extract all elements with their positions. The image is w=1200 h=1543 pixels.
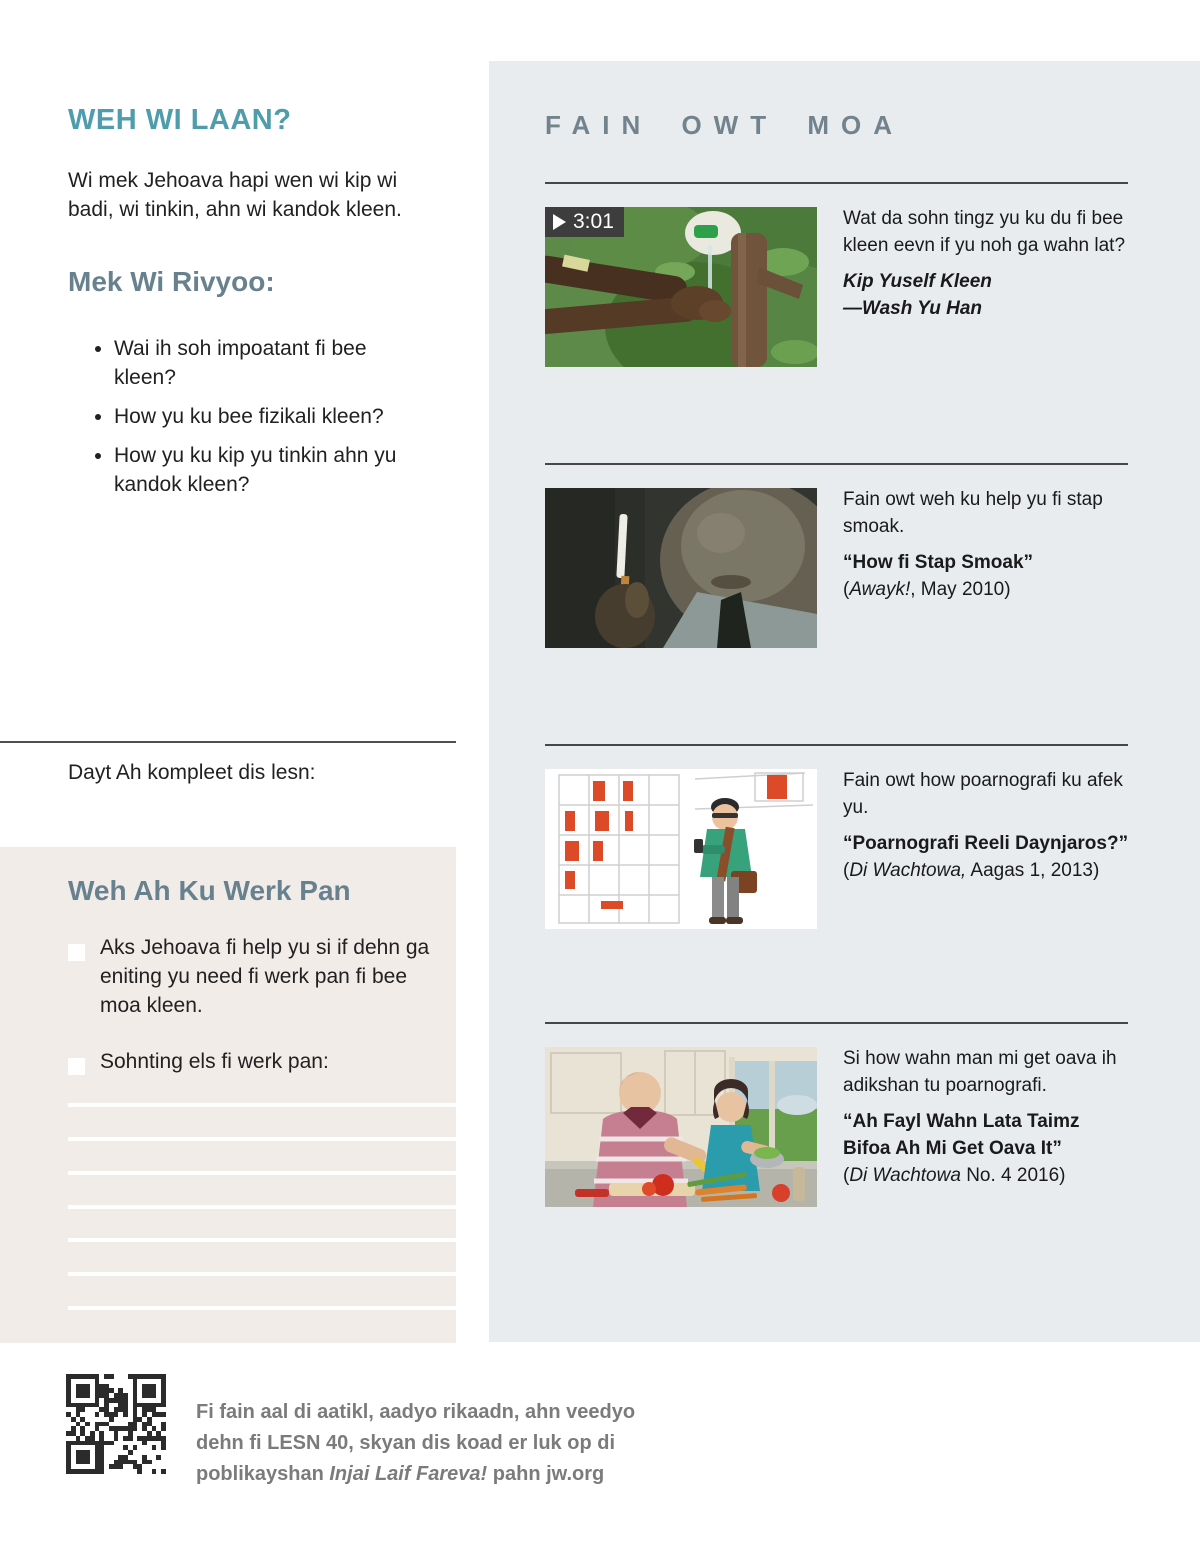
checklist-item-label: Sohnting els fi werk pan:	[100, 1050, 329, 1073]
resource-description: Fain owt how poarnografi ku afek yu.	[843, 770, 1123, 818]
writing-line[interactable]	[68, 1103, 456, 1107]
resource-title[interactable]: “Ah Fayl Wahn Lata Taimz Bifoa Ah Mi Get Oava It” (Di Wachtowa No. 4 2016)	[843, 1111, 1080, 1186]
completion-date-label: Dayt Ah kompleet dis lesn:	[68, 761, 316, 784]
find-out-more-heading: FAIN OWT MOA	[545, 110, 904, 140]
resource-description: Fain owt weh ku help yu fi stap smoak.	[843, 489, 1103, 537]
writing-line[interactable]	[68, 1272, 456, 1276]
resource-description: Wat da sohn tingz yu ku du fi bee kleen eevn if yu noh ga wahn lat?	[843, 208, 1126, 256]
checklist-item	[68, 933, 435, 1020]
man-with-cigarette-image	[545, 488, 817, 648]
handwashing-video-thumbnail[interactable]	[545, 207, 817, 367]
divider-line	[0, 741, 456, 743]
checkbox[interactable]	[68, 1058, 85, 1075]
magazine-rack-illustration-thumbnail[interactable]	[545, 769, 817, 929]
review-question: • How yu ku kip yu tinkin ahn yu kandok kleen?	[114, 441, 422, 499]
lesson-summary: Wi mek Jehoava hapi wen wi kip wi badi, wi tinkin, ahn wi kandok kleen.	[68, 169, 402, 221]
review-heading: Mek Wi Rivyoo:	[68, 266, 275, 297]
review-question: • How yu ku bee fizikali kleen?	[114, 402, 422, 431]
page-title: WEH WI LAAN?	[68, 104, 292, 136]
item-divider	[545, 744, 1128, 746]
couple-cooking-image	[545, 1047, 817, 1207]
magazine-rack-illustration	[545, 769, 817, 929]
resource-title[interactable]: Kip Yuself Kleen —Wash Yu Han	[843, 271, 992, 319]
checkbox[interactable]	[68, 944, 85, 961]
play-icon	[553, 214, 566, 230]
checklist-item-label: Aks Jehoava fi help yu si if dehn ga eniting yu need fi werk pan fi bee moa kleen.	[100, 936, 430, 1017]
resource-entry	[843, 205, 1131, 322]
resource-entry	[843, 767, 1131, 884]
video-duration: 3:01	[573, 210, 614, 233]
writing-line[interactable]	[68, 1137, 456, 1141]
resource-title[interactable]: “How fi Stap Smoak” (Awayk!, May 2010)	[843, 552, 1034, 600]
work-on-panel	[0, 847, 456, 1343]
resource-entry	[843, 486, 1131, 603]
qr-code	[66, 1374, 166, 1474]
item-divider	[545, 463, 1128, 465]
resource-title[interactable]: “Poarnografi Reeli Daynjaros?” (Di Wachtowa, Aagas 1, 2013)	[843, 833, 1129, 881]
resource-description: Si how wahn man mi get oava ih adikshan tu poarnografi.	[843, 1048, 1117, 1096]
review-question-list	[92, 334, 422, 509]
couple-cooking-thumbnail[interactable]	[545, 1047, 817, 1207]
item-divider	[545, 182, 1128, 184]
writing-line[interactable]	[68, 1238, 456, 1242]
item-divider	[545, 1022, 1128, 1024]
man-with-cigarette-thumbnail[interactable]	[545, 488, 817, 648]
writing-line[interactable]	[68, 1171, 456, 1175]
review-question: • Wai ih soh impoatant fi bee kleen?	[114, 334, 422, 392]
writing-line[interactable]	[68, 1205, 456, 1209]
work-on-heading: Weh Ah Ku Werk Pan	[68, 875, 351, 906]
checklist-item	[68, 1047, 435, 1076]
footer-caption: Fi fain aal di aatikl, aadyo rikaadn, ahn veedyo dehn fi LESN 40, skyan dis koad er luk op di poblikayshan Injai Laif Fareva! pahn jw.org	[196, 1401, 636, 1485]
video-duration-badge	[545, 207, 624, 237]
resource-entry	[843, 1045, 1131, 1189]
writing-line[interactable]	[68, 1306, 456, 1310]
